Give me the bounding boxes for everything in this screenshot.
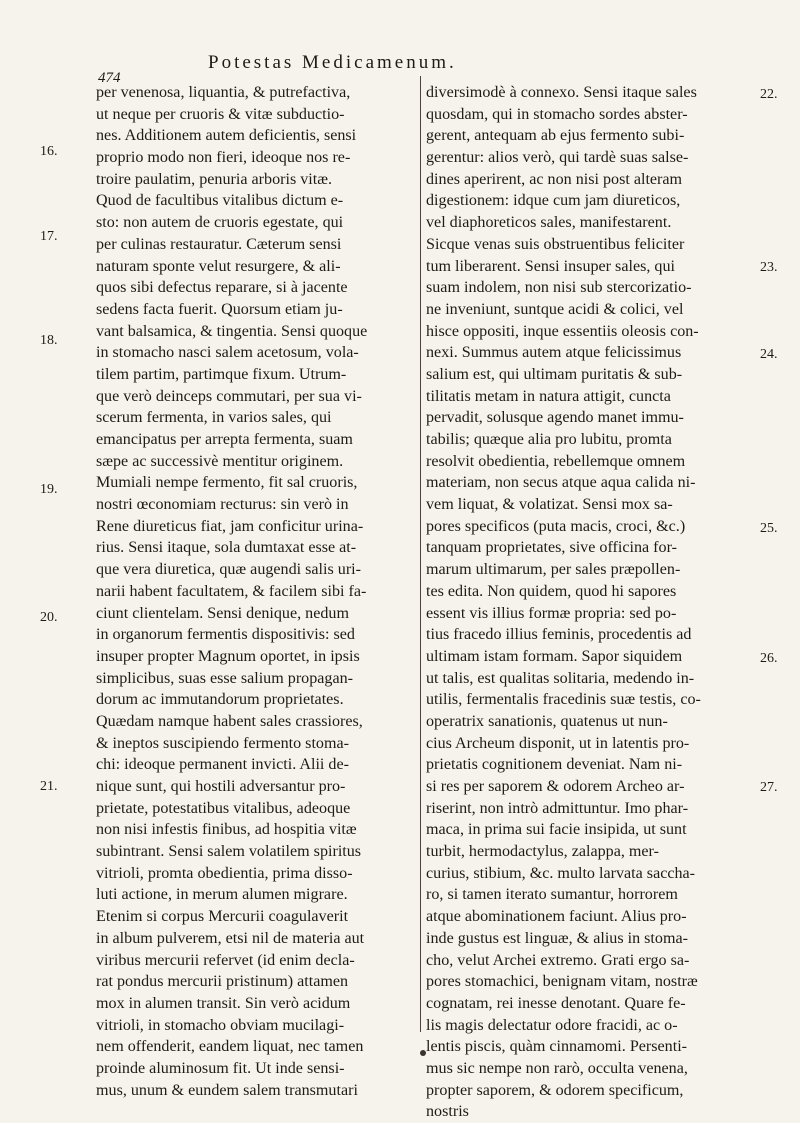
- text-line: tius fracedo illius feminis, procedentis ad: [426, 626, 692, 644]
- text-line: pores specificos (puta macis, croci, &c.): [426, 517, 686, 535]
- text-line: Sicque venas suis obstruentibus feliciter: [426, 235, 685, 253]
- text-line: curius, stibium, &c. multo larvata saccha-: [426, 864, 696, 882]
- text-line: chi: ideoque permanent invicti. Alii de-: [96, 756, 349, 774]
- text-line: per culinas restauratur. Cæterum sensi: [96, 235, 342, 253]
- margin-number-right: 23.: [760, 260, 778, 275]
- text-line: nostri œconomiam recturus: sin verò in: [96, 496, 349, 514]
- running-head: Potestas Medicamenum.: [208, 52, 457, 73]
- margin-number-left: 16.: [40, 144, 58, 159]
- text-line: proinde aluminosum fit. Ut inde sensi-: [96, 1059, 345, 1077]
- text-line: resolvit obedientia, rebellemque omnem: [426, 452, 686, 470]
- text-line: cius Archeum disponit, ut in latentis pro-: [426, 734, 690, 752]
- margin-number-right: 26.: [760, 651, 778, 666]
- text-line: mus, unum & eundem salem transmutari: [96, 1081, 358, 1099]
- text-line: suam indolem, non nisi sub stercorizatio-: [426, 279, 692, 297]
- text-line: ne inveniunt, suntque acidi & colici, vel: [426, 300, 684, 318]
- text-line: ut neque per cruoris & vitæ subductio-: [96, 105, 345, 123]
- text-line: nostris: [426, 1103, 469, 1121]
- left-text-column: [96, 82, 418, 1101]
- text-line: dorum ac immutandorum proprietates.: [96, 691, 344, 709]
- margin-number-left: 18.: [40, 333, 58, 348]
- text-line: pores stomachici, benignam vitam, nostræ: [426, 973, 698, 991]
- margin-number-left: 17.: [40, 229, 58, 244]
- text-line: rius. Sensi itaque, sola dumtaxat esse at-: [96, 539, 357, 557]
- text-line: dines aperirent, ac non nisi post alteram: [426, 170, 683, 188]
- margin-number-left: 20.: [40, 610, 58, 625]
- text-line: tilem partim, partimque fixum. Utrum-: [96, 365, 347, 383]
- text-line: turbit, hermodactylus, zalappa, mer-: [426, 843, 659, 861]
- text-line: gerent, antequam ab ejus fermento subi-: [426, 127, 685, 145]
- text-line: gerentur: alios verò, qui tardè suas salse-: [426, 149, 689, 167]
- text-line: tes edita. Non quidem, quod hi sapores: [426, 582, 677, 600]
- page-header: [98, 52, 658, 86]
- right-text-column: [426, 82, 754, 1123]
- text-line: inde gustus est linguæ, & alius in stoma-: [426, 929, 688, 947]
- text-line: nem offenderit, eandem liquat, nec tamen: [96, 1038, 364, 1056]
- text-line: salium est, qui ultimam puritatis & sub-: [426, 365, 683, 383]
- text-line: nexi. Summus autem atque felicissimus: [426, 344, 682, 362]
- text-line: lis magis delectatur odore fracidi, ac o-: [426, 1016, 678, 1034]
- text-line: nes. Additionem autem deficientis, sensi: [96, 127, 357, 145]
- text-line: Rene diureticus fiat, jam conficitur urina-: [96, 517, 364, 535]
- text-line: troire paulatim, penuria arboris vitæ.: [96, 170, 332, 188]
- margin-number-right: 27.: [760, 780, 778, 795]
- text-line: tilitatis metam in natura attigit, cuncta: [426, 387, 671, 405]
- text-line: pervadit, solusque agendo manet immu-: [426, 409, 684, 427]
- margin-number-left: 19.: [40, 482, 58, 497]
- text-line: utilis, fermentalis fracedinis suæ testis, co-: [426, 691, 701, 709]
- text-line: naturam sponte velut resurgere, & ali-: [96, 257, 341, 275]
- text-line: rat pondus mercurii pristinum) attamen: [96, 973, 349, 991]
- text-line: narii habent facultatem, & facilem sibi fa-: [96, 582, 367, 600]
- text-line: materiam, non secus atque aqua calida ni-: [426, 474, 696, 492]
- text-line: viribus mercurii refervet (id enim decla-: [96, 951, 355, 969]
- text-line: hisce oppositi, inque essentiis oleosis con-: [426, 322, 699, 340]
- page-number: 474: [98, 70, 121, 86]
- text-line: tabilis; quæque alia pro lubitu, promta: [426, 431, 672, 448]
- text-line: que vera diuretica, quæ augendi salis uri-: [96, 561, 362, 579]
- margin-number-right: 24.: [760, 347, 778, 362]
- text-line: ro, si tamen iterato sumantur, horrorem: [426, 886, 678, 904]
- text-line: simplicibus, suas esse salium propagan-: [96, 669, 354, 687]
- text-line: Etenim si corpus Mercurii coagulaverit: [96, 908, 349, 926]
- ink-dot: [420, 1050, 426, 1056]
- text-line: atque abominationem faciunt. Alius pro-: [426, 908, 687, 926]
- text-line: cho, velut Archei extremo. Grati ergo sa-: [426, 951, 690, 969]
- text-line: essent vis illius formæ propria: sed po-: [426, 604, 677, 622]
- text-line: quosdam, qui in stomacho sordes abster-: [426, 105, 688, 123]
- text-line: sedens facta fuerit. Quorsum etiam ju-: [96, 300, 343, 318]
- text-line: ciunt clientelam. Sensi denique, nedum: [96, 604, 349, 622]
- text-line: Mumiali nempe fermento, fit sal cruoris,: [96, 474, 358, 492]
- text-line: non nisi infestis finibus, ad hospitia vitæ: [96, 821, 357, 839]
- text-line: emancipatus per arrepta fermenta, suam: [96, 431, 353, 448]
- text-line: in organorum fermentis dispositivis: sed: [96, 626, 355, 644]
- text-line: mus sic nempe non rarò, occulta venena,: [426, 1059, 688, 1077]
- text-line: si res per saporem & odorem Archeo ar-: [426, 778, 685, 795]
- text-line: propter saporem, & odorem specificum,: [426, 1081, 684, 1099]
- text-line: quos sibi defectus reparare, si à jacente: [96, 279, 348, 297]
- text-line: vitrioli, promta obedientia, prima disso-: [96, 864, 353, 882]
- text-line: marum ultimarum, per sales præpollen-: [426, 561, 681, 579]
- text-line: ultimam istam formam. Sapor siquidem: [426, 647, 683, 665]
- text-line: que verò deinceps commutari, per sua vi-: [96, 387, 362, 405]
- text-line: tum liberarent. Sensi insuper sales, qui: [426, 257, 675, 275]
- margin-number-left: 21.: [40, 779, 58, 794]
- text-line: digestionem: idque cum jam diureticos,: [426, 192, 681, 210]
- text-line: vant balsamica, & tingentia. Sensi quoque: [96, 322, 368, 340]
- text-line: luti actione, in merum alumen migrare.: [96, 886, 348, 904]
- text-line: maca, in prima sui facie insipida, ut sunt: [426, 821, 687, 839]
- text-line: prietate, potestatibus vitalibus, adeoque: [96, 799, 351, 817]
- text-line: proprio modo non fieri, ideoque nos re-: [96, 149, 351, 167]
- margin-number-right: 25.: [760, 521, 778, 536]
- text-line: riserint, non intrò admittuntur. Imo phar-: [426, 799, 689, 817]
- text-line: scerum fermenta, in varios sales, qui: [96, 409, 332, 427]
- text-line: insuper propter Magnum oportet, in ipsis: [96, 647, 360, 665]
- text-line: cognatam, rei inesse denotant. Quare fe-: [426, 994, 686, 1012]
- text-line: in stomacho nasci salem acetosum, vola-: [96, 344, 359, 362]
- text-line: sto: non autem de cruoris egestate, qui: [96, 214, 344, 232]
- text-line: nique sunt, qui hostili adversantur pro-: [96, 778, 346, 795]
- column-divider: [420, 76, 421, 1032]
- margin-number-right: 22.: [760, 87, 778, 102]
- text-line: operatrix sanationis, quatenus ut nun-: [426, 712, 668, 730]
- text-line: vel diaphoreticos sales, manifestarent.: [426, 214, 672, 232]
- text-line: Quædam namque habent sales crassiores,: [96, 712, 363, 730]
- text-line: tanquam proprietates, sive officina for-: [426, 539, 677, 557]
- text-line: diversimodè à connexo. Sensi itaque sales: [426, 84, 697, 101]
- text-line: & ineptos suscipiendo fermento stoma-: [96, 734, 349, 752]
- text-line: ut talis, est qualitas solitaria, medendo in-: [426, 669, 695, 687]
- text-line: per venenosa, liquantia, & putrefactiva,: [96, 84, 351, 101]
- text-line: in album pulverem, etsi nil de materia aut: [96, 929, 365, 947]
- text-line: mox in alumen transit. Sin verò acidum: [96, 994, 351, 1012]
- text-line: subintrant. Sensi salem volatilem spiritus: [96, 843, 362, 861]
- text-line: Quod de facultibus vitalibus dictum e-: [96, 192, 344, 210]
- text-line: vitrioli, in stomacho obviam mucilagi-: [96, 1016, 345, 1034]
- text-line: prietatis cognitionem deveniat. Nam ni-: [426, 756, 683, 774]
- text-line: vem liquat, & volatizat. Sensi mox sa-: [426, 496, 673, 514]
- text-line: sæpe ac successivè mentitur originem.: [96, 452, 344, 470]
- text-line: lentis piscis, quàm cinnamomi. Persenti-: [426, 1038, 688, 1056]
